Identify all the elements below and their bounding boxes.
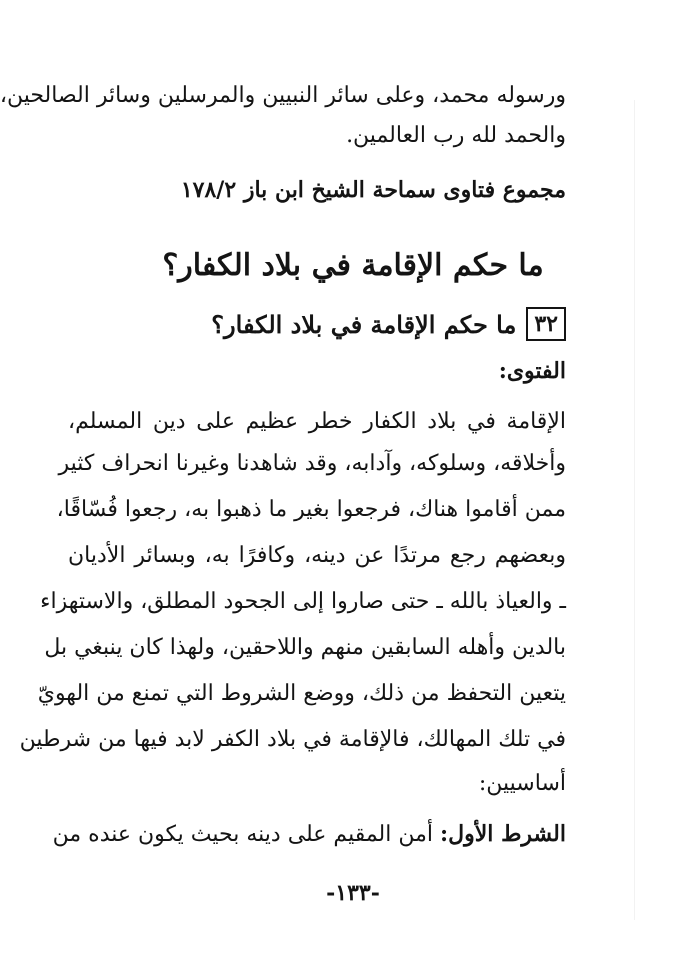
answer-line-5: ـ والعياذ بالله ـ حتى صاروا إلى الجحود المطلق، والاستهزاء: [40, 589, 566, 614]
answer-line-9: أساسيين:: [478, 771, 566, 796]
question-number-box: ٣٢: [526, 307, 566, 341]
answer-line-7: يتعين التحفظ من ذلك، ووضع الشروط التي تمنع من الهويّ: [37, 681, 566, 706]
first-condition-text: أمن المقيم على دينه بحيث يكون عنده من: [52, 822, 434, 847]
answer-line-8: في تلك المهالك، فالإقامة في بلاد الكفر لابد فيها من شرطين: [19, 727, 566, 752]
answer-line-3: ممن أقاموا هناك، فرجعوا بغير ما ذهبوا به، رجعوا فُسّاقًا،: [56, 497, 566, 522]
answer-line-4: وبعضهم رجع مرتدًا عن دينه، وكافرًا به، وبسائر الأديان: [68, 543, 566, 568]
page-shadow-divider: [634, 100, 635, 920]
answer-line-1: الإقامة في بلاد الكفار خطر عظيم على دين المسلم،: [68, 409, 566, 434]
fatwa-label: الفتوى:: [498, 358, 566, 384]
answer-line-6: بالدين وأهله السابقين منهم واللاحقين، ولهذا كان ينبغي بل: [44, 635, 566, 660]
page-number: -١٣٣-: [326, 880, 380, 906]
chapter-title: ما حكم الإقامة في بلاد الكفار؟: [162, 248, 544, 283]
intro-line-1: ورسوله محمد، وعلى سائر النبيين والمرسلين وسائر الصالحين،: [0, 83, 566, 108]
intro-line-2: والحمد لله رب العالمين.: [346, 123, 566, 148]
first-condition-line: [52, 816, 566, 853]
question-text: ما حكم الإقامة في بلاد الكفار؟: [211, 309, 517, 339]
question-heading: [68, 304, 566, 344]
first-condition-label: الشرط الأول:: [440, 821, 566, 847]
source-citation: مجموع فتاوى سماحة الشيخ ابن باز ١٧٨/٢: [180, 177, 566, 203]
answer-line-2: وأخلاقه، وسلوكه، وآدابه، وقد شاهدنا وغيرنا انحراف كثير: [58, 451, 566, 476]
